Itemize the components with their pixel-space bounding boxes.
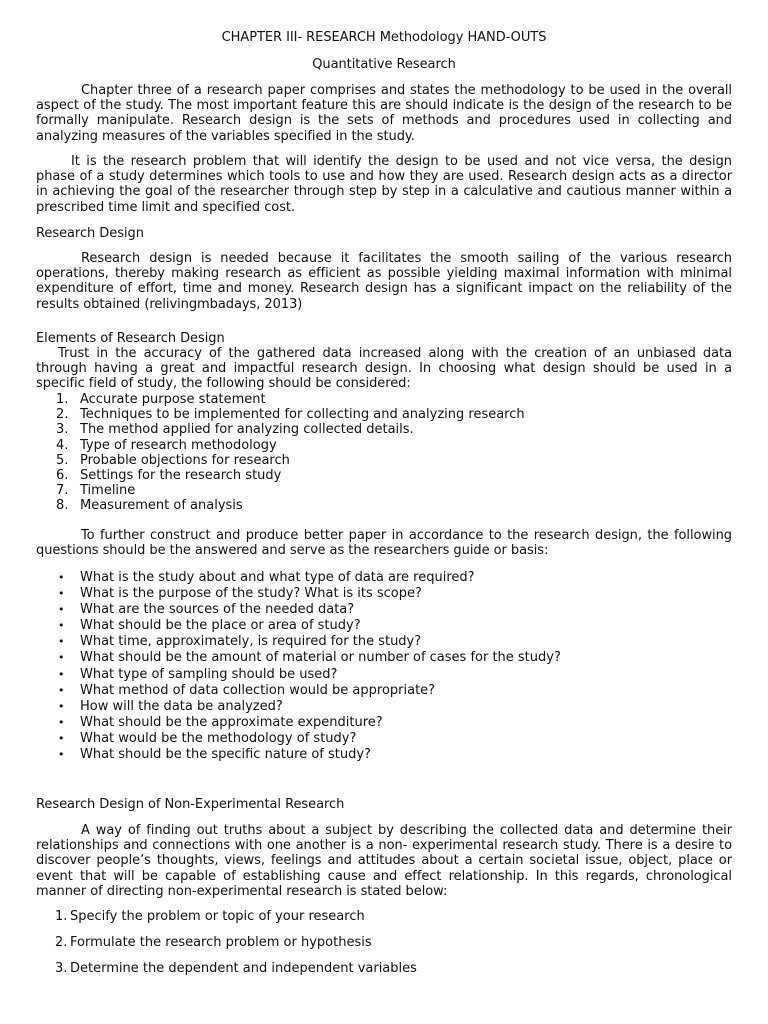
elements-list-item: 6. Settings for the research study bbox=[56, 468, 282, 484]
question-item: • What would be the methodology of study? bbox=[58, 730, 357, 746]
question-item: • What should be the place or area of study? bbox=[58, 618, 361, 634]
bullet-icon: • bbox=[58, 651, 65, 665]
elements-list-item: 8. Measurement of analysis bbox=[56, 498, 243, 514]
bullet-icon: • bbox=[58, 619, 65, 633]
step-item: 3. Determine the dependent and independent variables bbox=[55, 961, 417, 976]
bullet-icon: • bbox=[58, 731, 65, 745]
elements-list-item: 1. Accurate purpose statement bbox=[56, 392, 266, 407]
research-design-heading: Research Design bbox=[36, 226, 144, 241]
non-experimental-paragraph: A way of finding out truths about a subject by describing the collected data and determine their relationships and connections with one another is a non- experimental research study. There is a desire to discover people’s thoughts, views, feelings and attitudes about a certain societal issue, object, place or event that will be capable of establishing cause and effect relationship. In this regards, chronological manner of directing non-experimental research is stated below: bbox=[36, 823, 732, 899]
bullet-icon: • bbox=[58, 699, 65, 713]
bullet-icon: • bbox=[58, 587, 65, 601]
elements-paragraph: Trust in the accuracy of the gathered data increased along with the creation of an unbiased data through having a great and impactful research design. In choosing what design should be used in a specific field of study, the following should be considered: bbox=[36, 346, 732, 392]
bullet-icon: • bbox=[58, 748, 65, 762]
question-item: • What should be the amount of material or number of cases for the study? bbox=[58, 650, 561, 666]
question-item: • What time, approximately, is required for the study? bbox=[58, 634, 422, 650]
question-item: • What should be the approximate expenditure? bbox=[58, 714, 383, 730]
question-item: • What method of data collection would be appropriate? bbox=[58, 682, 436, 698]
elements-list-item: 2. Techniques to be implemented for collecting and analyzing research bbox=[56, 407, 525, 423]
question-item: • What is the purpose of the study? What is its scope? bbox=[58, 586, 422, 602]
non-experimental-heading: Research Design of Non-Experimental Research bbox=[36, 797, 345, 812]
question-item: • What type of sampling should be used? bbox=[58, 666, 338, 682]
research-design-paragraph: Research design is needed because it facilitates the smooth sailing of the various research operations, thereby making research as efficient as possible yielding maximal information with minimal expenditure of effort, time and money. Research design has a significant impact on the reliability of the results obtained (relivingmbadays, 2013) bbox=[36, 251, 732, 312]
elements-list-item: 5. Probable objections for research bbox=[56, 452, 290, 468]
intro-paragraph-1: Chapter three of a research paper comprises and states the methodology to be used in the overall aspect of the study. The most important feature this are should indicate is the design of the research to be formally manipulate. Research design is the sets of methods and procedures used in collecting and analyzing measures of the variables specified in the study. bbox=[36, 83, 732, 144]
questions-list bbox=[36, 570, 732, 763]
bullet-icon: • bbox=[58, 683, 65, 697]
question-item: • How will the data be analyzed? bbox=[58, 698, 283, 714]
bullet-icon: • bbox=[58, 715, 65, 729]
bullet-icon: • bbox=[58, 635, 65, 649]
bullet-icon: • bbox=[58, 603, 65, 617]
step-item: 1. Specify the problem or topic of your research bbox=[55, 909, 365, 924]
elements-heading: Elements of Research Design bbox=[36, 331, 225, 346]
elements-list-item: 7. Timeline bbox=[56, 483, 136, 499]
elements-list bbox=[36, 392, 732, 514]
chapter-title: CHAPTER III- RESEARCH Methodology HAND-OUTS bbox=[221, 30, 547, 45]
questions-intro-paragraph: To further construct and produce better paper in accordance to the research design, the following questions should be the answered and serve as the researchers guide or basis: bbox=[36, 528, 732, 559]
elements-list-item: 3. The method applied for analyzing collected details. bbox=[56, 422, 414, 438]
question-item: • What are the sources of the needed data? bbox=[58, 602, 355, 618]
question-item: • What is the study about and what type of data are required? bbox=[58, 570, 475, 585]
bullet-icon: • bbox=[58, 571, 65, 584]
question-item: • What should be the specific nature of study? bbox=[58, 747, 371, 763]
intro-paragraph-2: It is the research problem that will identify the design to be used and not vice versa, the design phase of a study determines which tools to use and how they are used. Research design acts as a director in achieving the goal of the researcher through step by step in a calculative and cautious manner within a prescribed time limit and specified cost. bbox=[36, 154, 732, 215]
step-item: 2. Formulate the research problem or hypothesis bbox=[55, 935, 372, 950]
bullet-icon: • bbox=[58, 667, 65, 681]
elements-list-item: 4. Type of research methodology bbox=[56, 437, 277, 453]
section-subtitle: Quantitative Research bbox=[312, 57, 456, 72]
